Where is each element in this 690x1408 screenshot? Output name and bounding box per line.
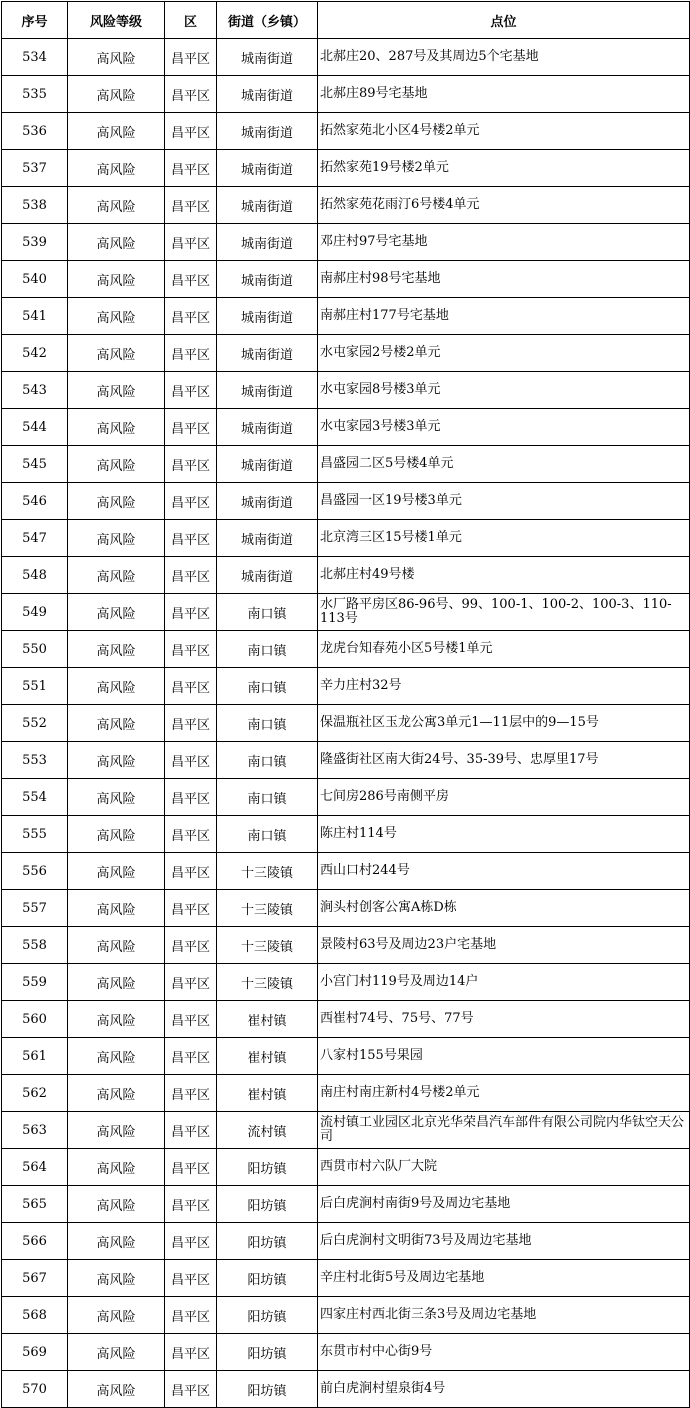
table-row (2, 446, 690, 483)
cell-location: 西山口村244号 (318, 853, 690, 890)
cell-street-town: 十三陵镇 (217, 927, 318, 964)
table-row (2, 1260, 690, 1297)
table-row (2, 1371, 690, 1408)
cell-street-town: 城南街道 (217, 335, 318, 372)
cell-location: 陈庄村114号 (318, 816, 690, 853)
cell-street-town: 城南街道 (217, 557, 318, 594)
cell-location: 小宫门村119号及周边14户 (318, 964, 690, 1001)
cell-index: 562 (2, 1075, 68, 1112)
cell-risk-level: 高风险 (68, 631, 165, 668)
cell-district: 昌平区 (165, 224, 217, 261)
cell-risk-level: 高风险 (68, 1186, 165, 1223)
cell-index: 563 (2, 1112, 68, 1149)
cell-index: 570 (2, 1371, 68, 1408)
cell-location: 水厂路平房区86-96号、99、100-1、100-2、100-3、110-113号 (318, 594, 690, 631)
table-row (2, 853, 690, 890)
cell-index: 568 (2, 1297, 68, 1334)
cell-street-town: 流村镇 (217, 1112, 318, 1149)
cell-index: 542 (2, 335, 68, 372)
cell-district: 昌平区 (165, 520, 217, 557)
cell-location: 北郝庄20、287号及其周边5个宅基地 (318, 39, 690, 76)
cell-index: 537 (2, 150, 68, 187)
cell-street-town: 阳坊镇 (217, 1371, 318, 1408)
cell-street-town: 南口镇 (217, 668, 318, 705)
cell-risk-level: 高风险 (68, 1260, 165, 1297)
cell-index: 565 (2, 1186, 68, 1223)
cell-location: 保温瓶社区玉龙公寓3单元1—11层中的9—15号 (318, 705, 690, 742)
cell-risk-level: 高风险 (68, 557, 165, 594)
header-index: 序号 (2, 2, 68, 39)
cell-index: 538 (2, 187, 68, 224)
cell-street-town: 城南街道 (217, 483, 318, 520)
header-street-town: 街道（乡镇） (217, 2, 318, 39)
cell-index: 569 (2, 1334, 68, 1371)
table-row (2, 1186, 690, 1223)
cell-street-town: 城南街道 (217, 261, 318, 298)
cell-location: 前白虎涧村望泉街4号 (318, 1371, 690, 1408)
cell-index: 560 (2, 1001, 68, 1038)
cell-risk-level: 高风险 (68, 483, 165, 520)
table-row (2, 224, 690, 261)
cell-risk-level: 高风险 (68, 1371, 165, 1408)
cell-district: 昌平区 (165, 113, 217, 150)
cell-index: 552 (2, 705, 68, 742)
cell-index: 566 (2, 1223, 68, 1260)
table-row (2, 113, 690, 150)
cell-location: 涧头村创客公寓A栋D栋 (318, 890, 690, 927)
cell-street-town: 阳坊镇 (217, 1223, 318, 1260)
cell-street-town: 南口镇 (217, 779, 318, 816)
cell-risk-level: 高风险 (68, 1223, 165, 1260)
cell-location: 昌盛园二区5号楼4单元 (318, 446, 690, 483)
cell-risk-level: 高风险 (68, 705, 165, 742)
cell-district: 昌平区 (165, 1112, 217, 1149)
table-row (2, 1149, 690, 1186)
cell-street-town: 南口镇 (217, 742, 318, 779)
cell-district: 昌平区 (165, 1075, 217, 1112)
cell-index: 544 (2, 409, 68, 446)
cell-district: 昌平区 (165, 150, 217, 187)
table-row (2, 668, 690, 705)
cell-index: 547 (2, 520, 68, 557)
cell-district: 昌平区 (165, 1371, 217, 1408)
cell-index: 536 (2, 113, 68, 150)
cell-index: 550 (2, 631, 68, 668)
cell-location: 拓然家苑北小区4号楼2单元 (318, 113, 690, 150)
cell-district: 昌平区 (165, 372, 217, 409)
table-row (2, 1297, 690, 1334)
cell-index: 551 (2, 668, 68, 705)
cell-location: 水屯家园8号楼3单元 (318, 372, 690, 409)
cell-risk-level: 高风险 (68, 113, 165, 150)
cell-risk-level: 高风险 (68, 594, 165, 631)
cell-index: 554 (2, 779, 68, 816)
cell-location: 北郝庄89号宅基地 (318, 76, 690, 113)
cell-location: 七间房286号南侧平房 (318, 779, 690, 816)
table-row (2, 631, 690, 668)
cell-street-town: 十三陵镇 (217, 964, 318, 1001)
cell-street-town: 十三陵镇 (217, 853, 318, 890)
cell-risk-level: 高风险 (68, 816, 165, 853)
cell-location: 东贯市村中心街9号 (318, 1334, 690, 1371)
table-body (2, 39, 690, 1408)
cell-risk-level: 高风险 (68, 964, 165, 1001)
cell-index: 556 (2, 853, 68, 890)
table-header-row (2, 2, 690, 39)
cell-location: 景陵村63号及周边23户宅基地 (318, 927, 690, 964)
table-row (2, 890, 690, 927)
cell-index: 539 (2, 224, 68, 261)
table-row (2, 39, 690, 76)
cell-street-town: 城南街道 (217, 298, 318, 335)
table-row (2, 1038, 690, 1075)
cell-street-town: 城南街道 (217, 76, 318, 113)
cell-street-town: 南口镇 (217, 705, 318, 742)
cell-district: 昌平区 (165, 742, 217, 779)
cell-location: 辛力庄村32号 (318, 668, 690, 705)
cell-district: 昌平区 (165, 779, 217, 816)
cell-location: 四家庄村西北街三条3号及周边宅基地 (318, 1297, 690, 1334)
header-risk-level: 风险等级 (68, 2, 165, 39)
cell-risk-level: 高风险 (68, 927, 165, 964)
cell-index: 558 (2, 927, 68, 964)
cell-location: 西贯市村六队厂大院 (318, 1149, 690, 1186)
header-district: 区 (165, 2, 217, 39)
cell-street-town: 城南街道 (217, 150, 318, 187)
cell-district: 昌平区 (165, 409, 217, 446)
cell-risk-level: 高风险 (68, 409, 165, 446)
cell-location: 辛庄村北街5号及周边宅基地 (318, 1260, 690, 1297)
table-row (2, 1001, 690, 1038)
cell-risk-level: 高风险 (68, 668, 165, 705)
cell-street-town: 阳坊镇 (217, 1334, 318, 1371)
cell-index: 543 (2, 372, 68, 409)
table-row (2, 76, 690, 113)
cell-risk-level: 高风险 (68, 1149, 165, 1186)
cell-district: 昌平区 (165, 927, 217, 964)
cell-district: 昌平区 (165, 298, 217, 335)
cell-district: 昌平区 (165, 1260, 217, 1297)
cell-street-town: 崔村镇 (217, 1001, 318, 1038)
table-row (2, 335, 690, 372)
cell-street-town: 十三陵镇 (217, 890, 318, 927)
cell-location: 北郝庄村49号楼 (318, 557, 690, 594)
table-row (2, 742, 690, 779)
cell-street-town: 城南街道 (217, 39, 318, 76)
cell-district: 昌平区 (165, 853, 217, 890)
cell-street-town: 城南街道 (217, 224, 318, 261)
cell-street-town: 阳坊镇 (217, 1297, 318, 1334)
cell-location: 拓然家苑19号楼2单元 (318, 150, 690, 187)
cell-street-town: 城南街道 (217, 187, 318, 224)
table-row (2, 520, 690, 557)
cell-location: 水屯家园3号楼3单元 (318, 409, 690, 446)
cell-district: 昌平区 (165, 483, 217, 520)
cell-index: 545 (2, 446, 68, 483)
cell-district: 昌平区 (165, 446, 217, 483)
cell-location: 八家村155号果园 (318, 1038, 690, 1075)
cell-index: 564 (2, 1149, 68, 1186)
cell-risk-level: 高风险 (68, 150, 165, 187)
cell-risk-level: 高风险 (68, 520, 165, 557)
cell-district: 昌平区 (165, 1297, 217, 1334)
header-location: 点位 (318, 2, 690, 39)
table-row (2, 816, 690, 853)
cell-index: 540 (2, 261, 68, 298)
cell-risk-level: 高风险 (68, 224, 165, 261)
cell-street-town: 南口镇 (217, 816, 318, 853)
cell-index: 548 (2, 557, 68, 594)
cell-street-town: 城南街道 (217, 409, 318, 446)
table-row (2, 483, 690, 520)
cell-street-town: 阳坊镇 (217, 1149, 318, 1186)
cell-index: 557 (2, 890, 68, 927)
cell-district: 昌平区 (165, 1334, 217, 1371)
cell-risk-level: 高风险 (68, 779, 165, 816)
cell-street-town: 城南街道 (217, 372, 318, 409)
cell-street-town: 阳坊镇 (217, 1186, 318, 1223)
table-row (2, 594, 690, 631)
cell-index: 541 (2, 298, 68, 335)
cell-district: 昌平区 (165, 39, 217, 76)
cell-index: 549 (2, 594, 68, 631)
table-row (2, 705, 690, 742)
cell-index: 555 (2, 816, 68, 853)
cell-district: 昌平区 (165, 594, 217, 631)
cell-risk-level: 高风险 (68, 1334, 165, 1371)
cell-risk-level: 高风险 (68, 372, 165, 409)
table-row (2, 409, 690, 446)
table-row (2, 1112, 690, 1149)
cell-location: 南郝庄村177号宅基地 (318, 298, 690, 335)
cell-location: 水屯家园2号楼2单元 (318, 335, 690, 372)
cell-risk-level: 高风险 (68, 890, 165, 927)
cell-street-town: 南口镇 (217, 594, 318, 631)
cell-district: 昌平区 (165, 1149, 217, 1186)
cell-district: 昌平区 (165, 890, 217, 927)
table-row (2, 1334, 690, 1371)
cell-location: 隆盛街社区南大街24号、35-39号、忠厚里17号 (318, 742, 690, 779)
cell-street-town: 崔村镇 (217, 1038, 318, 1075)
table-row (2, 187, 690, 224)
table-row (2, 1075, 690, 1112)
cell-district: 昌平区 (165, 816, 217, 853)
cell-location: 西崔村74号、75号、77号 (318, 1001, 690, 1038)
risk-area-table (1, 1, 690, 1408)
cell-district: 昌平区 (165, 335, 217, 372)
cell-index: 559 (2, 964, 68, 1001)
cell-risk-level: 高风险 (68, 1075, 165, 1112)
cell-street-town: 城南街道 (217, 446, 318, 483)
cell-district: 昌平区 (165, 557, 217, 594)
cell-district: 昌平区 (165, 1001, 217, 1038)
cell-risk-level: 高风险 (68, 446, 165, 483)
table-row (2, 557, 690, 594)
cell-district: 昌平区 (165, 668, 217, 705)
cell-risk-level: 高风险 (68, 335, 165, 372)
cell-index: 535 (2, 76, 68, 113)
cell-district: 昌平区 (165, 1038, 217, 1075)
cell-risk-level: 高风险 (68, 187, 165, 224)
table-row (2, 261, 690, 298)
cell-index: 534 (2, 39, 68, 76)
cell-location: 流村镇工业园区北京光华荣昌汽车部件有限公司院内华钛空天公司 (318, 1112, 690, 1149)
cell-district: 昌平区 (165, 187, 217, 224)
table-row (2, 1223, 690, 1260)
cell-location: 南郝庄村98号宅基地 (318, 261, 690, 298)
cell-district: 昌平区 (165, 261, 217, 298)
cell-district: 昌平区 (165, 1186, 217, 1223)
table-row (2, 298, 690, 335)
cell-street-town: 崔村镇 (217, 1075, 318, 1112)
cell-location: 拓然家苑花雨汀6号楼4单元 (318, 187, 690, 224)
cell-risk-level: 高风险 (68, 1112, 165, 1149)
cell-risk-level: 高风险 (68, 1038, 165, 1075)
cell-location: 龙虎台知春苑小区5号楼1单元 (318, 631, 690, 668)
cell-location: 北京湾三区15号楼1单元 (318, 520, 690, 557)
cell-street-town: 城南街道 (217, 520, 318, 557)
cell-street-town: 南口镇 (217, 631, 318, 668)
cell-district: 昌平区 (165, 964, 217, 1001)
cell-index: 567 (2, 1260, 68, 1297)
cell-district: 昌平区 (165, 76, 217, 113)
cell-district: 昌平区 (165, 631, 217, 668)
cell-risk-level: 高风险 (68, 298, 165, 335)
table-row (2, 150, 690, 187)
cell-risk-level: 高风险 (68, 76, 165, 113)
cell-risk-level: 高风险 (68, 1001, 165, 1038)
table-row (2, 927, 690, 964)
cell-risk-level: 高风险 (68, 853, 165, 890)
table-row (2, 964, 690, 1001)
cell-district: 昌平区 (165, 705, 217, 742)
cell-index: 561 (2, 1038, 68, 1075)
cell-location: 邓庄村97号宅基地 (318, 224, 690, 261)
cell-location: 昌盛园一区19号楼3单元 (318, 483, 690, 520)
cell-district: 昌平区 (165, 1223, 217, 1260)
cell-risk-level: 高风险 (68, 39, 165, 76)
cell-index: 553 (2, 742, 68, 779)
cell-location: 后白虎涧村南街9号及周边宅基地 (318, 1186, 690, 1223)
cell-location: 后白虎涧村文明街73号及周边宅基地 (318, 1223, 690, 1260)
cell-risk-level: 高风险 (68, 742, 165, 779)
cell-risk-level: 高风险 (68, 1297, 165, 1334)
cell-risk-level: 高风险 (68, 261, 165, 298)
table-row (2, 372, 690, 409)
cell-location: 南庄村南庄新村4号楼2单元 (318, 1075, 690, 1112)
cell-street-town: 城南街道 (217, 113, 318, 150)
cell-street-town: 阳坊镇 (217, 1260, 318, 1297)
cell-index: 546 (2, 483, 68, 520)
table-row (2, 779, 690, 816)
